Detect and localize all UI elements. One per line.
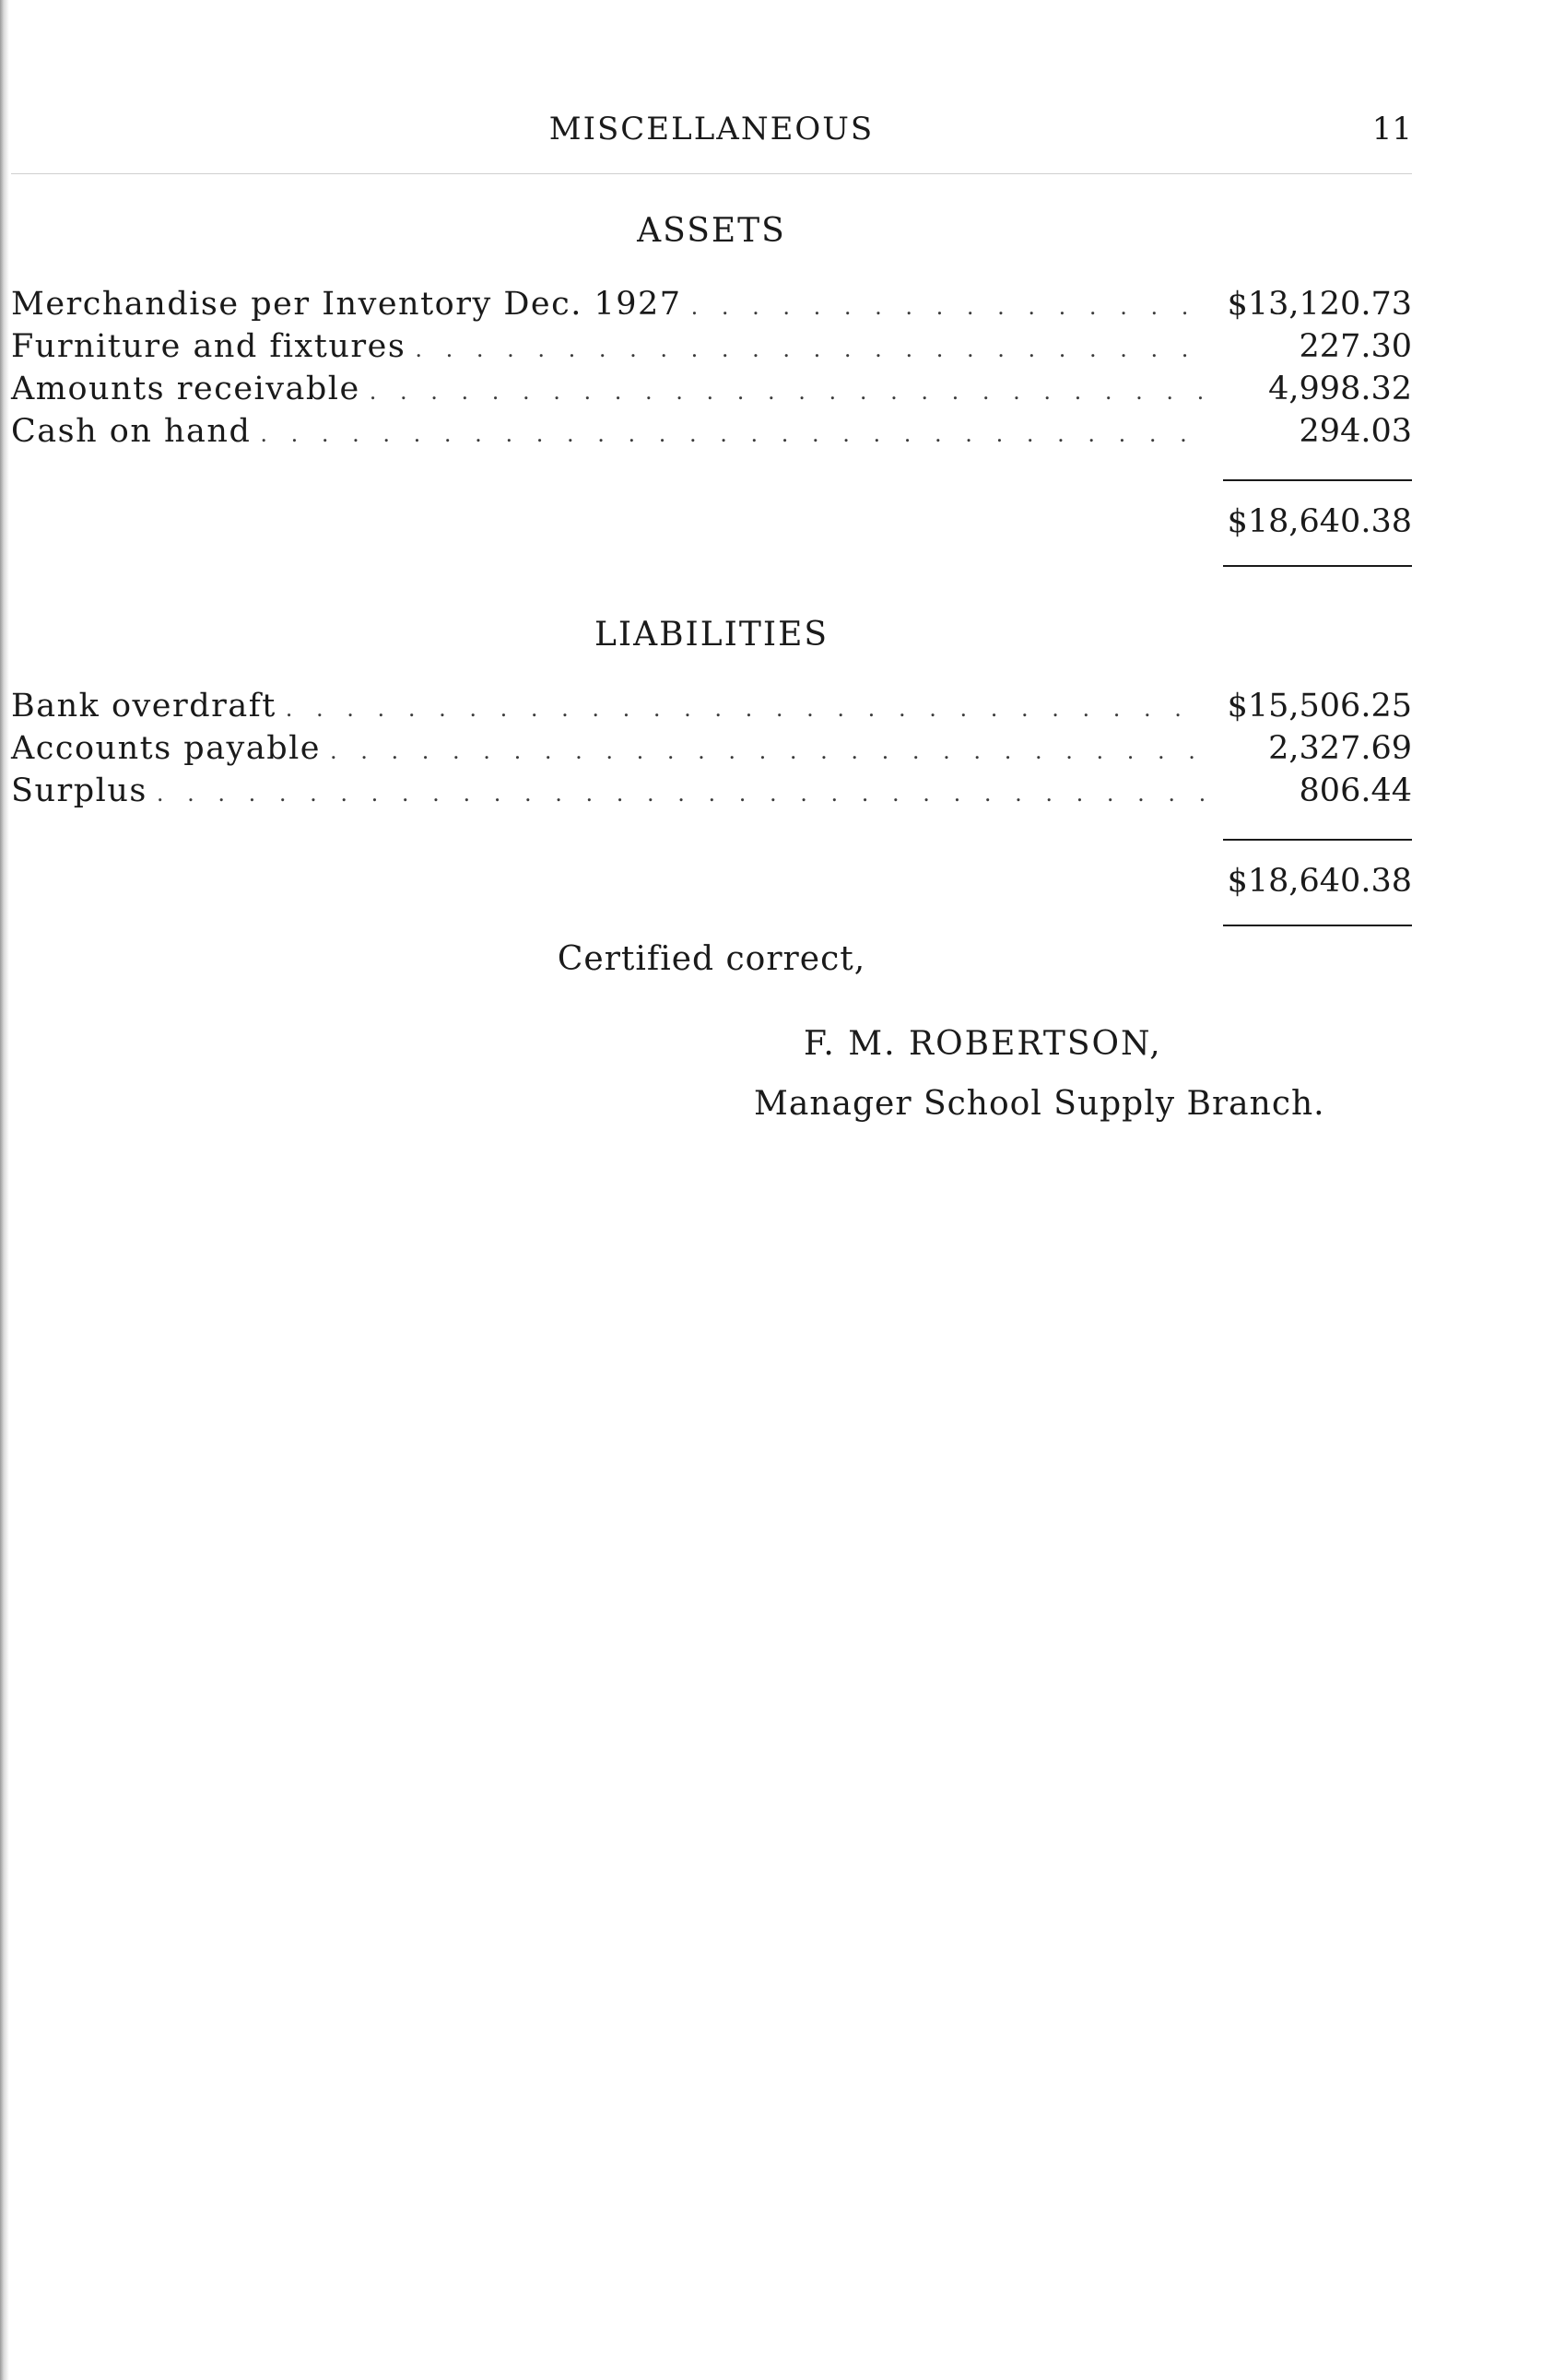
total-rule xyxy=(1223,565,1412,567)
assets-ledger xyxy=(11,286,1412,455)
dot-leader xyxy=(370,379,1205,411)
total-rule xyxy=(1223,925,1412,926)
signer-name: F. M. ROBERTSON, xyxy=(804,1025,1162,1063)
ledger-amount: 4,998.32 xyxy=(1268,371,1412,407)
dot-leader xyxy=(330,738,1205,771)
ledger-amount: $15,506.25 xyxy=(1227,688,1412,725)
ledger-amount: 227.30 xyxy=(1299,328,1412,365)
liabilities-total: $18,640.38 xyxy=(1227,863,1412,900)
assets-heading: ASSETS xyxy=(637,212,786,250)
ledger-amount: $13,120.73 xyxy=(1227,286,1412,323)
ledger-label: Furniture and fixtures xyxy=(11,328,406,365)
page-number: 11 xyxy=(1371,111,1412,147)
dot-leader xyxy=(286,696,1205,728)
signer-title: Manager School Supply Branch. xyxy=(754,1085,1325,1123)
certification-text: Certified correct, xyxy=(557,940,866,978)
running-head: MISCELLANEOUS xyxy=(548,111,875,147)
ledger-label: Accounts payable xyxy=(11,730,322,767)
ledger-label: Amounts receivable xyxy=(11,371,360,407)
page-edge-shadow xyxy=(0,0,9,2380)
ledger-label: Cash on hand xyxy=(11,413,252,450)
subtotal-rule xyxy=(1223,839,1412,841)
ledger-row xyxy=(11,413,1412,455)
ledger-row xyxy=(11,371,1412,413)
ledger-row xyxy=(11,730,1412,772)
ledger-label: Bank overdraft xyxy=(11,688,276,725)
assets-total: $18,640.38 xyxy=(1227,503,1412,540)
dot-leader xyxy=(157,781,1205,813)
dot-leader xyxy=(691,294,1205,326)
ledger-amount: 294.03 xyxy=(1299,413,1412,450)
ledger-amount: 2,327.69 xyxy=(1268,730,1412,767)
ledger-label: Merchandise per Inventory Dec. 1927 xyxy=(11,286,682,323)
subtotal-rule xyxy=(1223,479,1412,481)
ledger-row xyxy=(11,772,1412,815)
dot-leader xyxy=(415,336,1205,369)
ledger-row xyxy=(11,286,1412,328)
liabilities-ledger xyxy=(11,688,1412,815)
ledger-label: Surplus xyxy=(11,772,147,809)
document-page xyxy=(11,0,1412,2380)
ledger-row xyxy=(11,688,1412,730)
header-rule xyxy=(11,173,1412,174)
ledger-row xyxy=(11,328,1412,371)
dot-leader xyxy=(260,421,1205,454)
liabilities-heading: LIABILITIES xyxy=(594,616,829,654)
ledger-amount: 806.44 xyxy=(1299,772,1412,809)
page-header xyxy=(11,111,1412,157)
